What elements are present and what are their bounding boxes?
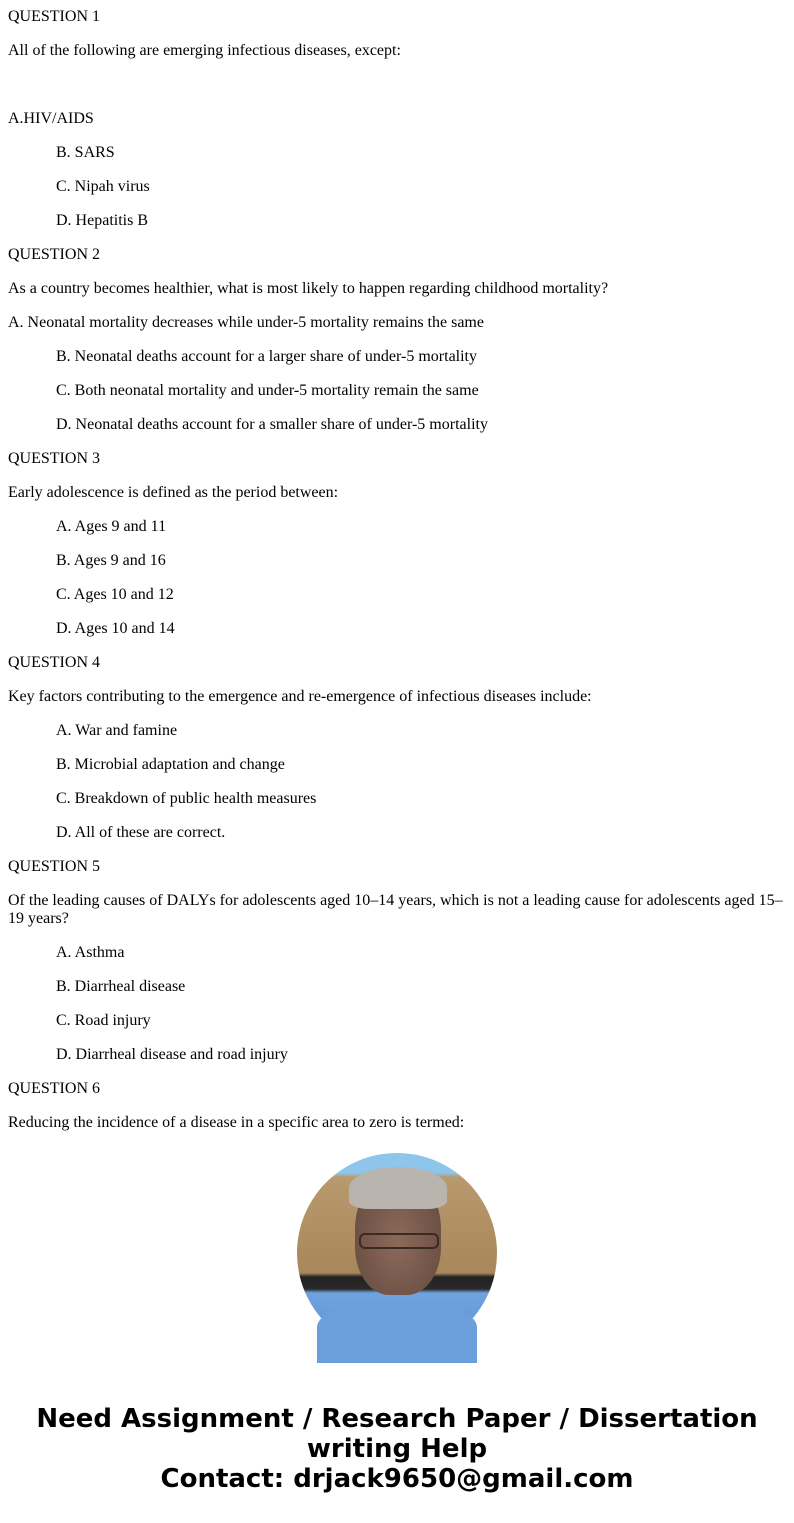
question-title: QUESTION 3 (8, 450, 100, 467)
banner-contact: Contact: drjack9650@gmail.com (160, 1464, 634, 1494)
option: A. Ages 9 and 11 (56, 518, 167, 535)
question-title: QUESTION 2 (8, 246, 100, 263)
option: D. Ages 10 and 14 (56, 620, 175, 637)
photo-shirt (317, 1303, 477, 1363)
option: A. Asthma (56, 944, 125, 961)
blank-line (8, 76, 786, 94)
option: C. Nipah virus (56, 178, 150, 195)
option: B. Diarrheal disease (56, 978, 186, 995)
question-title: QUESTION 6 (8, 1080, 100, 1097)
question-text: Reducing the incidence of a disease in a specific area to zero is termed: (8, 1114, 465, 1131)
question-title: QUESTION 4 (8, 654, 100, 671)
banner-headline: Need Assignment / Research Paper / Dissertation writing Help (36, 1404, 758, 1464)
option: D. Neonatal deaths account for a smaller share of under-5 mortality (56, 416, 488, 433)
option: C. Ages 10 and 12 (56, 586, 174, 603)
question-text: Early adolescence is defined as the period between: (8, 484, 339, 501)
option: B. SARS (56, 144, 115, 161)
photo-hair (349, 1167, 447, 1209)
option: B. Ages 9 and 16 (56, 552, 166, 569)
option: B. Microbial adaptation and change (56, 756, 285, 773)
option: A.HIV/AIDS (8, 110, 94, 127)
question-text: All of the following are emerging infectious diseases, except: (8, 42, 401, 59)
question-title: QUESTION 1 (8, 8, 100, 25)
photo-glasses (359, 1233, 439, 1249)
question-text: Key factors contributing to the emergence and re-emergence of infectious diseases include: (8, 688, 592, 705)
option: A. Neonatal mortality decreases while under-5 mortality remains the same (8, 314, 484, 331)
option: C. Road injury (56, 1012, 151, 1029)
option: D. Diarrheal disease and road injury (56, 1046, 288, 1063)
option: C. Breakdown of public health measures (56, 790, 317, 807)
option: D. All of these are correct. (56, 824, 226, 841)
question-text: As a country becomes healthier, what is most likely to happen regarding childhood mortality? (8, 280, 609, 297)
option: A. War and famine (56, 722, 178, 739)
author-photo (297, 1153, 497, 1353)
contact-banner (0, 1404, 794, 1494)
question-text: Of the leading causes of DALYs for adolescents aged 10–14 years, which is not a leading cause for adolescents aged 15–19 years? (8, 892, 783, 927)
option: D. Hepatitis B (56, 212, 148, 229)
option: C. Both neonatal mortality and under-5 mortality remain the same (56, 382, 479, 399)
option: B. Neonatal deaths account for a larger share of under-5 mortality (56, 348, 477, 365)
question-title: QUESTION 5 (8, 858, 100, 875)
